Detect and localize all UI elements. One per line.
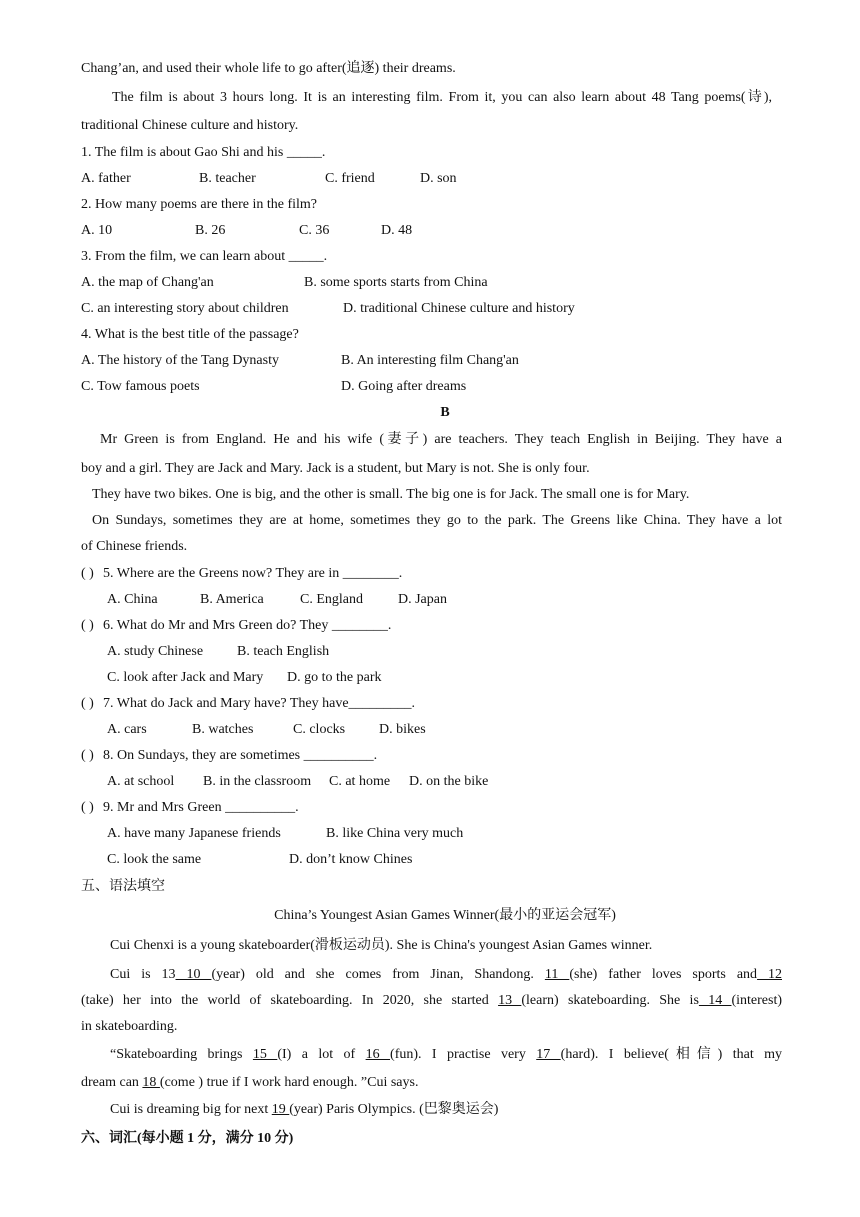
blank-14[interactable]: 14 (698, 993, 732, 1008)
option: B. An interesting film Chang'an (341, 353, 519, 368)
blank-15[interactable]: 15 (252, 1047, 278, 1062)
option: D. bikes (379, 722, 426, 737)
option: C. England (300, 592, 363, 607)
option: D. Japan (398, 592, 447, 607)
option: C. friend (325, 171, 375, 186)
blank-17[interactable]: 17 (536, 1047, 561, 1062)
answer-paren[interactable]: ( ) (81, 566, 94, 581)
question-stem: ( ) 5. Where are the Greens now? They are in ________. (81, 566, 403, 581)
option: A. father (81, 171, 131, 186)
option: D. Going after dreams (341, 379, 467, 394)
option: A. cars (107, 722, 147, 737)
passage-line: Mr Green is from England. He and his wife (妻子) are teachers. They teach English in Beijing. They have a (100, 432, 782, 447)
answer-paren[interactable]: ( ) (81, 618, 94, 633)
option: D. don’t know Chines (289, 852, 413, 867)
option: B. teacher (199, 171, 256, 186)
passage-line: Cui Chenxi is a young skateboarder(滑板运动员). She is China's youngest Asian Games winner. (110, 938, 653, 953)
section-heading: 六、词汇(每小题 1 分，满分 10 分) (81, 1131, 294, 1146)
passage-line: “Skateboarding brings 15 (I) a lot of 16 (fun). I practise very 17 (hard). I believe(相信) that my (110, 1047, 783, 1062)
blank-13[interactable]: 13 (498, 993, 522, 1008)
option: D. go to the park (287, 670, 382, 685)
section-heading: B (440, 405, 450, 420)
option: A. have many Japanese friends (107, 826, 281, 841)
blank-11[interactable]: 11 (544, 967, 570, 982)
answer-paren[interactable]: ( ) (81, 748, 94, 763)
option: C. Tow famous poets (81, 379, 200, 394)
option: B. some sports starts from China (304, 275, 488, 290)
passage-line: Chang’an, and used their whole life to go after(追逐) their dreams. (81, 61, 456, 76)
passage-line: of Chinese friends. (81, 539, 188, 554)
blank-18[interactable]: 18 (142, 1075, 160, 1090)
option: B. America (200, 592, 264, 607)
option: A. China (107, 592, 158, 607)
option: C. 36 (299, 223, 330, 238)
option: A. at school (107, 774, 175, 789)
passage-title: China’s Youngest Asian Games Winner(最小的亚运会冠军) (274, 908, 616, 923)
answer-paren[interactable]: ( ) (81, 800, 94, 815)
passage-line: They have two bikes. One is big, and the other is small. The big one is for Jack. The small one is for Mary. (92, 487, 690, 502)
passage-line: The film is about 3 hours long. It is an interesting film. From it, you can also learn about 48 Tang poems(诗), (112, 90, 772, 105)
question-stem: ( ) 6. What do Mr and Mrs Green do? They ________. (81, 618, 392, 633)
option: C. an interesting story about children (81, 301, 289, 316)
option: D. on the bike (409, 774, 489, 789)
option: A. study Chinese (107, 644, 204, 659)
question-stem: ( ) 9. Mr and Mrs Green __________. (81, 800, 299, 815)
passage-line: traditional Chinese culture and history. (81, 118, 299, 133)
question-stem: 1. The film is about Gao Shi and his _____. (81, 145, 326, 160)
question-stem: ( ) 7. What do Jack and Mary have? They have_________. (81, 696, 416, 711)
passage-line: Cui is 13 10 (year) old and she comes from Jinan, Shandong. 11 (she) father loves sports and 12 (110, 967, 782, 982)
option: C. look after Jack and Mary (107, 670, 264, 685)
option: C. clocks (293, 722, 346, 737)
question-stem: 3. From the film, we can learn about _____. (81, 249, 328, 264)
option: C. at home (329, 774, 391, 789)
passage-line: On Sundays, sometimes they are at home, sometimes they go to the park. The Greens like China. They have a lot (92, 513, 782, 528)
option: D. son (420, 171, 457, 186)
answer-paren[interactable]: ( ) (81, 696, 94, 711)
option: B. in the classroom (203, 774, 312, 789)
option: B. watches (192, 722, 254, 737)
blank-10[interactable]: 10 (175, 967, 212, 982)
question-stem: 2. How many poems are there in the film? (81, 197, 317, 212)
passage-line: dream can 18 (come ) true if I work hard enough. ”Cui says. (81, 1075, 419, 1090)
passage-line: boy and a girl. They are Jack and Mary. Jack is a student, but Mary is not. She is only four. (81, 461, 590, 476)
option: C. look the same (107, 852, 202, 867)
option: D. traditional Chinese culture and history (343, 301, 575, 316)
option: B. teach English (237, 644, 330, 659)
blank-16[interactable]: 16 (365, 1047, 391, 1062)
option: A. the map of Chang'an (81, 275, 214, 290)
passage-line: Cui is dreaming big for next 19 (year) Paris Olympics. (巴黎奥运会) (110, 1102, 499, 1117)
option: A. The history of the Tang Dynasty (81, 353, 279, 368)
section-heading: 五、语法填空 (81, 879, 165, 894)
question-stem: ( ) 8. On Sundays, they are sometimes __________. (81, 748, 378, 763)
blank-19[interactable]: 19 (271, 1102, 290, 1117)
option: B. like China very much (326, 826, 464, 841)
option: B. 26 (195, 223, 226, 238)
passage-line: (take) her into the world of skateboarding. In 2020, she started 13 (learn) skateboarding. She is 14 (interest) (81, 993, 783, 1008)
passage-line: in skateboarding. (81, 1019, 178, 1034)
blank-12[interactable]: 12 (757, 967, 782, 982)
question-stem: 4. What is the best title of the passage? (81, 327, 299, 342)
option: D. 48 (381, 223, 413, 238)
option: A. 10 (81, 223, 113, 238)
